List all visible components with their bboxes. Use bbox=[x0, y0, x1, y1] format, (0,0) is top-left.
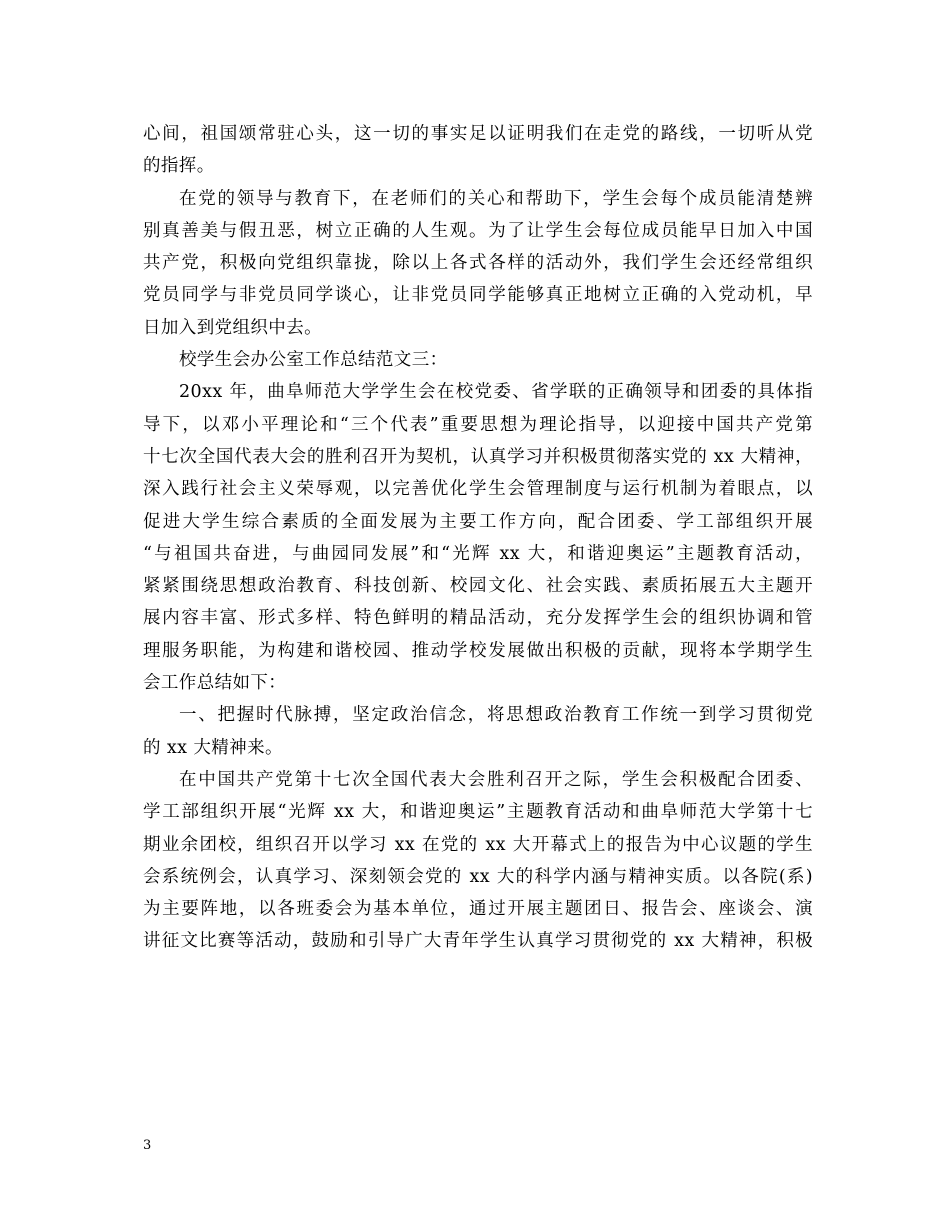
text-line: 展内容丰富、形式多样、特色鲜明的精品活动，充分发挥学生会的组织协调和管 bbox=[143, 608, 813, 629]
text-line: 一、把握时代脉搏，坚定政治信念，将思想政治教育工作统一到学习贯彻党 bbox=[179, 705, 813, 726]
text-line: 共产党，积极向党组织靠拢，除以上各式各样的活动外，我们学生会还经常组织 bbox=[143, 253, 813, 274]
text-line: 为主要阵地，以各班委会为基本单位，通过开展主题团日、报告会、座谈会、演 bbox=[143, 899, 813, 920]
text-line: 十七次全国代表大会的胜利召开为契机，认真学习并积极贯彻落实党的 xx 大精神， bbox=[143, 446, 813, 467]
text-line: 深入践行社会主义荣辱观，以完善优化学生会管理制度与运行机制为着眼点，以 bbox=[143, 479, 813, 500]
text-line: 心间，祖国颂常驻心头，这一切的事实足以证明我们在走党的路线，一切听从党 bbox=[143, 124, 813, 144]
text-line: 会工作总结如下： bbox=[143, 673, 287, 694]
text-line: 的 xx 大精神来。 bbox=[143, 737, 283, 758]
text-line: 20xx 年，曲阜师范大学学生会在校党委、省学联的正确领导和团委的具体指 bbox=[179, 382, 813, 403]
text-line: “与祖国共奋进，与曲园同发展”和“光辉 xx 大，和谐迎奥运”主题教育活动， bbox=[143, 543, 813, 564]
text-line: 讲征文比赛等活动，鼓励和引导广大青年学生认真学习贯彻党的 xx 大精神，积极 bbox=[143, 931, 813, 952]
text-line: 会系统例会，认真学习、深刻领会党的 xx 大的科学内涵与精神实质。以各院(系) bbox=[143, 866, 813, 887]
text-line: 紧紧围绕思想政治教育、科技创新、校园文化、社会实践、素质拓展五大主题开 bbox=[143, 576, 813, 597]
text-line: 促进大学生综合素质的全面发展为主要工作方向，配合团委、学工部组织开展 bbox=[143, 511, 813, 532]
section-heading: 校学生会办公室工作总结范文三： bbox=[179, 350, 448, 371]
text-line: 日加入到党组织中去。 bbox=[143, 317, 322, 338]
text-line: 导下，以邓小平理论和“三个代表”重要思想为理论指导，以迎接中国共产党第 bbox=[143, 414, 813, 435]
text-line: 期业余团校，组织召开以学习 xx 在党的 xx 大开幕式上的报告为中心议题的学生 bbox=[143, 834, 813, 855]
text-line: 在党的领导与教育下，在老师们的关心和帮助下，学生会每个成员能清楚辨 bbox=[179, 188, 813, 209]
text-line: 学工部组织开展“光辉 xx 大，和谐迎奥运”主题教育活动和曲阜师范大学第十七 bbox=[143, 802, 813, 823]
text-line: 别真善美与假丑恶，树立正确的人生观。为了让学生会每位成员能早日加入中国 bbox=[143, 220, 813, 241]
page-number: 3 bbox=[143, 1138, 152, 1153]
text-line: 在中国共产党第十七次全国代表大会胜利召开之际，学生会积极配合团委、 bbox=[179, 769, 813, 790]
document-body bbox=[143, 118, 813, 958]
text-line: 党员同学与非党员同学谈心，让非党员同学能够真正地树立正确的入党动机，早 bbox=[143, 285, 813, 306]
text-line: 的指挥。 bbox=[143, 156, 215, 177]
text-line: 理服务职能，为构建和谐校园、推动学校发展做出积极的贡献，现将本学期学生 bbox=[143, 640, 813, 661]
